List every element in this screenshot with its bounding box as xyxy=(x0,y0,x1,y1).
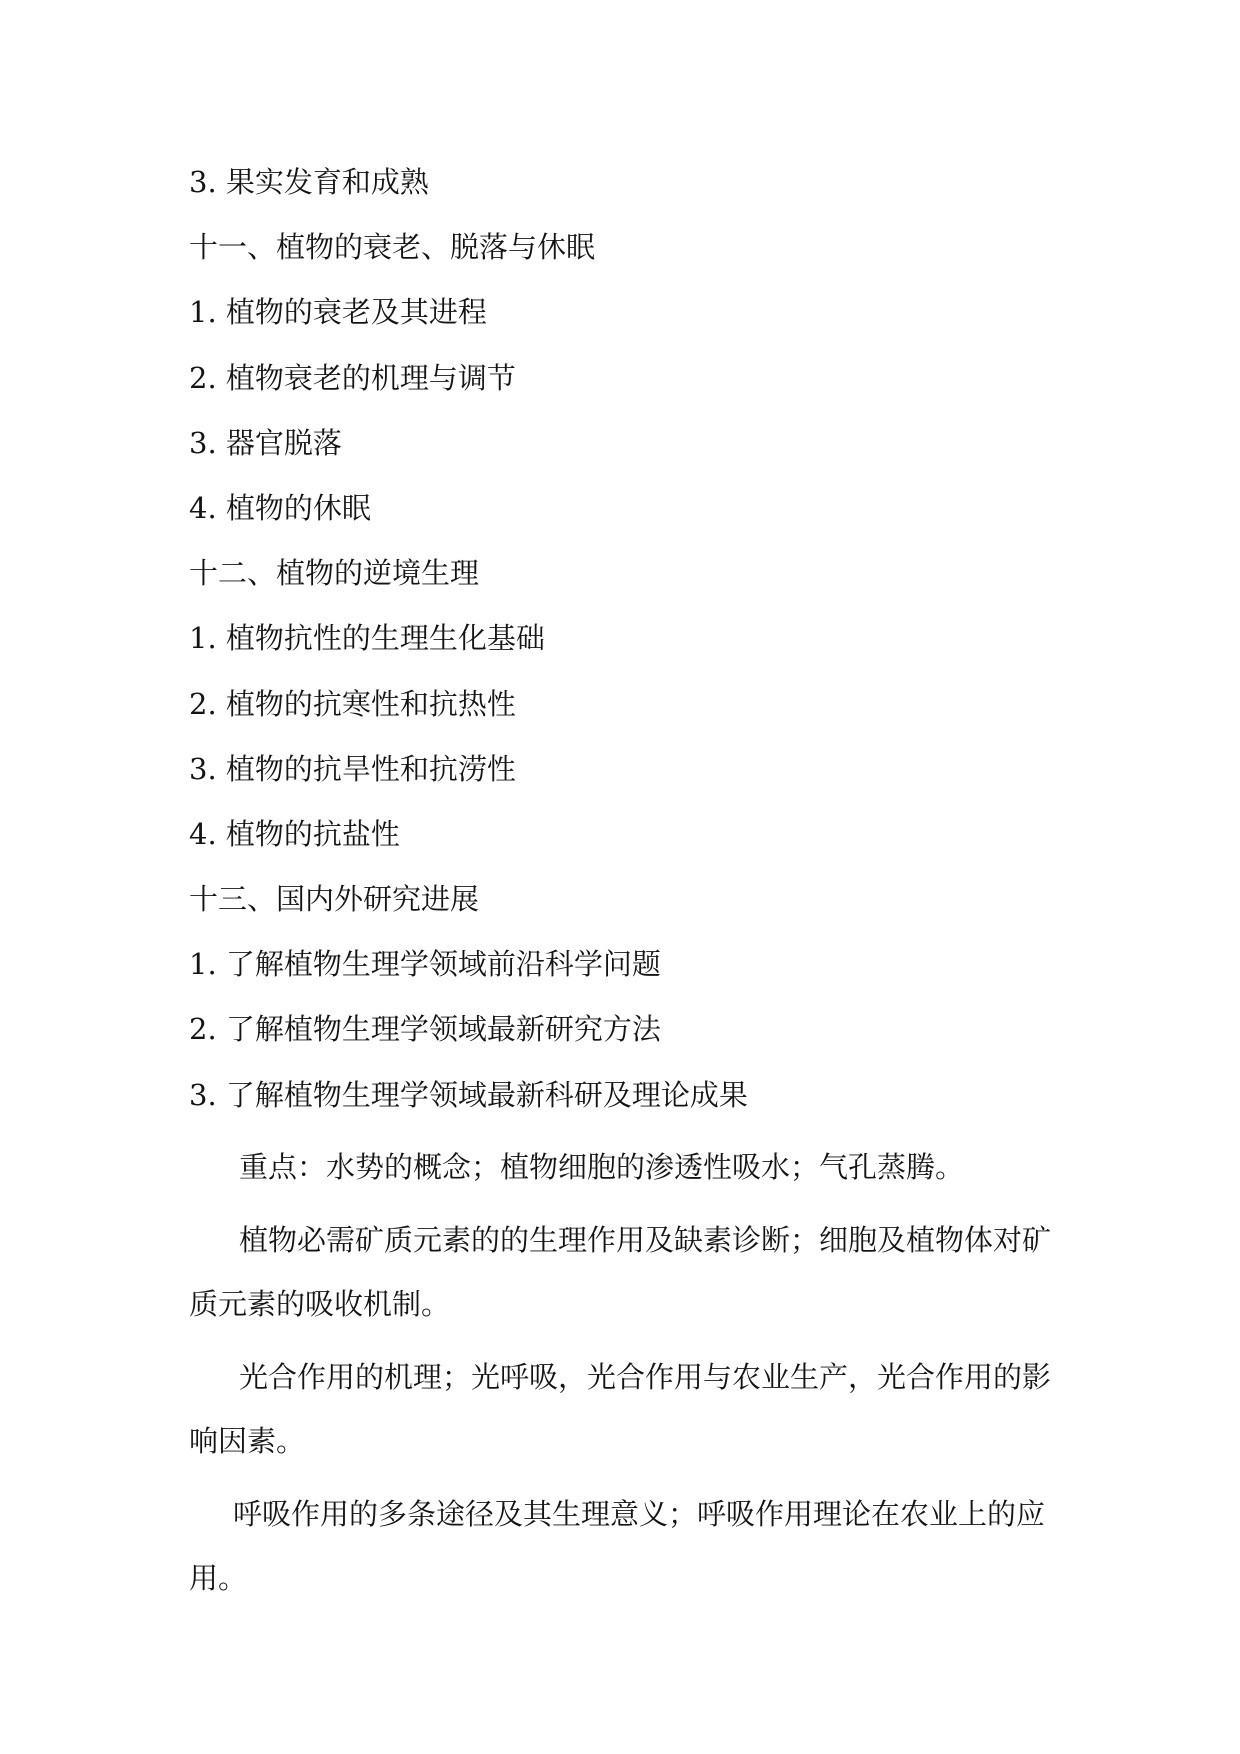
key-point-paragraph xyxy=(189,1345,1069,1473)
paragraph-line: 重点：水势的概念；植物细胞的渗透性吸水；气孔蒸腾。 xyxy=(239,1149,965,1184)
list-item: 1. 植物抗性的生理生化基础 xyxy=(189,621,545,656)
list-item: 2. 植物的抗寒性和抗热性 xyxy=(189,686,516,721)
paragraph-line: 响因素。 xyxy=(189,1423,306,1458)
section-heading: 十二、植物的逆境生理 xyxy=(189,556,480,591)
list-item: 3. 果实发育和成熟 xyxy=(189,165,429,199)
section-heading: 十三、国内外研究进展 xyxy=(189,882,480,917)
list-item: 2. 了解植物生理学领域最新研究方法 xyxy=(189,1012,661,1047)
key-point-paragraph xyxy=(189,1482,1069,1610)
paragraph-line: 光合作用的机理；光呼吸，光合作用与农业生产，光合作用的影 xyxy=(239,1359,1052,1394)
section-heading: 十一、植物的衰老、脱落与休眠 xyxy=(189,230,596,265)
outline-list xyxy=(189,150,1069,1128)
key-points xyxy=(189,1135,1069,1610)
list-item: 4. 植物的休眠 xyxy=(189,490,371,525)
paragraph-line: 植物必需矿质元素的的生理作用及缺素诊断；细胞及植物体对矿 xyxy=(239,1222,1052,1257)
document-body xyxy=(189,150,1069,1619)
list-item: 1. 了解植物生理学领域前沿科学问题 xyxy=(189,947,661,982)
list-item: 3. 器官脱落 xyxy=(189,425,342,460)
key-point-paragraph xyxy=(189,1208,1069,1336)
list-item: 3. 了解植物生理学领域最新科研及理论成果 xyxy=(189,1077,748,1112)
key-point-paragraph xyxy=(189,1135,1069,1199)
paragraph-line: 呼吸作用的多条途径及其生理意义；呼吸作用理论在农业上的应 xyxy=(233,1496,1046,1531)
list-item: 3. 植物的抗旱性和抗涝性 xyxy=(189,751,516,786)
list-item: 2. 植物衰老的机理与调节 xyxy=(189,360,516,395)
list-item: 1. 植物的衰老及其进程 xyxy=(189,295,487,330)
paragraph-line: 质元素的吸收机制。 xyxy=(189,1286,451,1321)
list-item: 4. 植物的抗盐性 xyxy=(189,816,400,851)
paragraph-line: 用。 xyxy=(189,1560,248,1595)
